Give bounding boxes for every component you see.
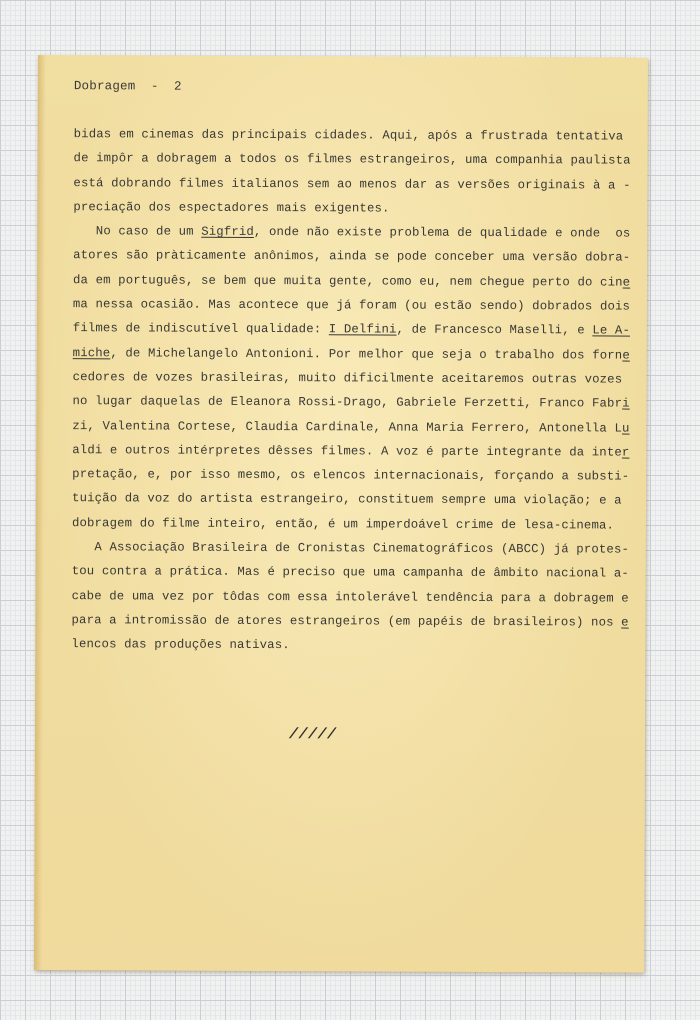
text-line-4: preciação dos espectadores mais exigentes. [73, 200, 390, 216]
text-line-9: filmes de indiscutível qualidade: I Delfini, de Francesco Maselli, e Le A- [72, 321, 631, 338]
text-line-3: está dobrando filmes italianos sem ao menos dar as versões originais à a - [73, 175, 631, 193]
text-line-16: tuição da voz do artista estrangeiro, constituem sempre uma violação; e a [72, 491, 622, 509]
page-header: Dobragem - 2 [73, 79, 182, 94]
text-line-10: miche, de Michelangelo Antonioni. Por melhor que seja o trabalho dos forne [72, 345, 630, 363]
text-line-6: atores são pràticamente anônimos, ainda se pode conceber uma versão dobra- [73, 248, 631, 266]
text-line-12: no lugar daquelas de Eleanora Rossi-Drago, Gabriele Ferzetti, Franco Fabri [72, 394, 630, 411]
text-line-17: dobragem do filme inteiro, então, é um imperdoável crime de lesa-cinema. [71, 515, 615, 533]
text-line-11: cedores de vozes brasileiras, muito dificilmente aceitaremos outras vozes [72, 370, 623, 387]
text-line-13: zi, Valentina Cortese, Claudia Cardinale, Anna Maria Ferrero, Antonella Lu [72, 418, 630, 436]
text-line-8: ma nessa ocasião. Mas acontece que já foram (ou estão sendo) dobrados dois [72, 297, 631, 314]
text-line-14: aldi e outros intérpretes dêsses filmes. A voz é parte integrante da inter [72, 443, 630, 460]
text-line-22: lencos das produções nativas. [71, 637, 290, 653]
end-marks: ///// [289, 726, 337, 744]
film-title-le-amiche-part1: Le A- [592, 323, 631, 338]
film-title-i-delfini: I Delfini [328, 322, 397, 337]
typewritten-page [34, 55, 648, 973]
text-line-19: tou contra a prática. Mas é preciso que uma campanha de âmbito nacional a- [71, 564, 629, 581]
text-line-20: cabe de uma vez por tôdas com essa intolerável tendência para a dobragem e [71, 588, 629, 606]
text-line-21: para a intromissão de atores estrangeiros (em papéis de brasileiros) nos e [71, 613, 629, 630]
text-line-5: No caso de um Sigfrid, onde não existe problema de qualidade e onde os [73, 224, 631, 241]
text-line-1: bidas em cinemas das principais cidades. Aqui, após a frustrada tentativa [73, 127, 624, 144]
text-line-2: de impôr a dobragem a todos os filmes estrangeiros, uma companhia paulista [73, 151, 631, 168]
film-title-le-amiche-part2: miche [72, 345, 111, 360]
film-title-sigfrid: Sigfrid [201, 224, 254, 240]
article-body [71, 122, 633, 659]
text-line-15: pretação, e, por isso mesmo, os elencos internacionais, forçando a substi- [72, 467, 630, 484]
text-line-7: da em português, se bem que muita gente, como eu, nem chegue perto do cine [72, 272, 631, 290]
text-line-18: A Associação Brasileira de Cronistas Cinematográficos (ABCC) já protes- [71, 540, 630, 557]
